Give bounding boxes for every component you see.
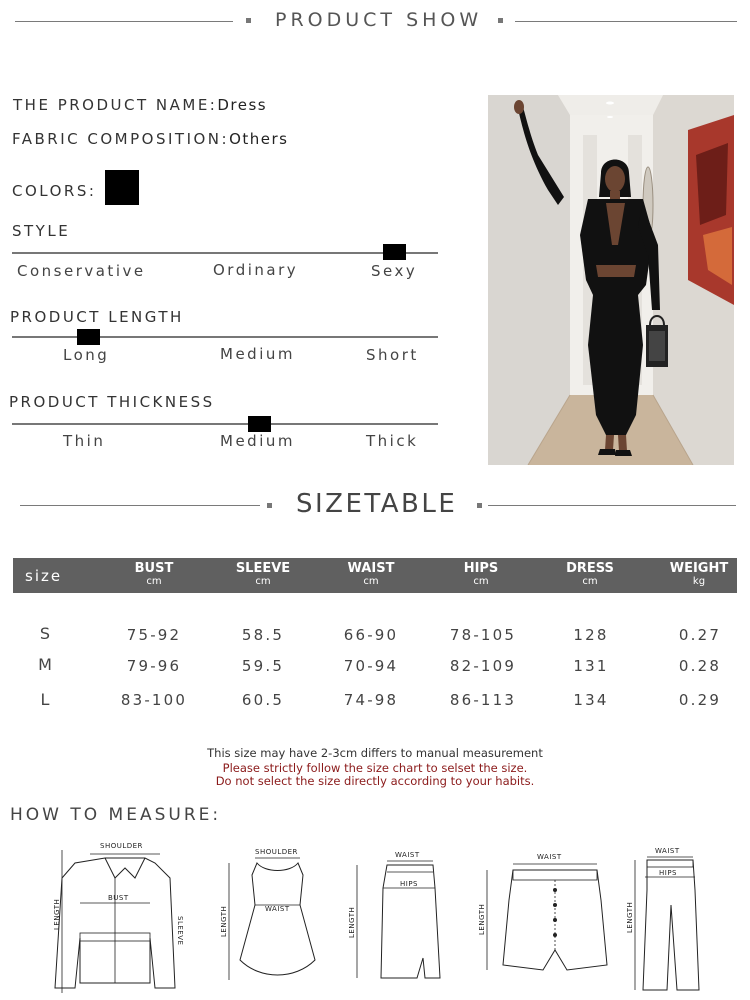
pants-waist-label: WAIST bbox=[655, 847, 680, 855]
fabric-value: Others bbox=[229, 130, 289, 148]
thickness-option-medium: Medium bbox=[220, 432, 295, 450]
colors-label: COLORS: bbox=[12, 182, 97, 200]
bust-label: BUST bbox=[108, 894, 129, 902]
style-selected-marker bbox=[383, 244, 406, 260]
sleeve-header-label: SLEEVE bbox=[235, 561, 291, 576]
dress-header-label: DRESS bbox=[566, 561, 614, 576]
table-cell: 78-105 bbox=[449, 626, 517, 644]
bust-column-header bbox=[109, 562, 199, 587]
model-photo bbox=[488, 95, 734, 465]
table-cell: 83-100 bbox=[120, 691, 188, 709]
dress-shoulder-label: SHOULDER bbox=[255, 848, 298, 856]
waist-column-header bbox=[326, 562, 416, 587]
color-swatch-black[interactable] bbox=[105, 170, 139, 205]
waist-header-label: WAIST bbox=[347, 561, 395, 576]
shorts-measure-diagram bbox=[475, 850, 615, 985]
thickness-option-thin: Thin bbox=[63, 432, 106, 450]
table-cell: 60.5 bbox=[241, 691, 285, 709]
style-option-conservative: Conservative bbox=[17, 262, 146, 280]
shoulder-label: SHOULDER bbox=[100, 842, 143, 850]
shorts-waist-label: WAIST bbox=[537, 853, 562, 861]
table-cell: 74-98 bbox=[343, 691, 399, 709]
style-title: STYLE bbox=[12, 222, 71, 240]
sleeve-label: SLEEVE bbox=[176, 916, 184, 946]
length-scale-line bbox=[12, 336, 438, 338]
sleeve-header-unit: cm bbox=[255, 576, 271, 587]
table-cell: 59.5 bbox=[241, 657, 285, 675]
model-photo-illustration bbox=[488, 95, 734, 465]
pants-hips-label: HIPS bbox=[659, 869, 677, 877]
table-cell: 70-94 bbox=[343, 657, 399, 675]
bust-header-unit: cm bbox=[146, 576, 162, 587]
header-rule-left bbox=[15, 21, 233, 22]
length-option-long: Long bbox=[63, 346, 110, 364]
table-cell: 86-113 bbox=[449, 691, 517, 709]
table-cell: 75-92 bbox=[126, 626, 182, 644]
dress-length-label: LENGTH bbox=[220, 905, 228, 937]
product-name-label: THE PRODUCT NAME: bbox=[13, 96, 218, 114]
style-option-sexy: Sexy bbox=[371, 262, 418, 280]
header-rule-right bbox=[515, 21, 737, 22]
size-m: M bbox=[38, 655, 52, 674]
table-cell: 128 bbox=[573, 626, 609, 644]
size-s: S bbox=[39, 624, 51, 643]
thickness-selected-marker bbox=[248, 416, 271, 432]
dress-header-unit: cm bbox=[582, 576, 598, 587]
pants-measure-diagram bbox=[625, 845, 715, 995]
bust-header-label: BUST bbox=[134, 561, 174, 576]
measurement-note: This size may have 2-3cm differs to manual measurement bbox=[207, 746, 543, 760]
pants-length-label: LENGTH bbox=[626, 901, 634, 933]
skirt-hips-label: HIPS bbox=[400, 880, 418, 888]
product-name-value: Dress bbox=[217, 96, 268, 114]
table-cell: 0.27 bbox=[678, 626, 722, 644]
table-cell: 79-96 bbox=[126, 657, 182, 675]
length-option-medium: Medium bbox=[220, 345, 295, 363]
length-selected-marker bbox=[77, 329, 100, 345]
sizetable-rule-right bbox=[488, 505, 736, 506]
dress-measure-diagram bbox=[215, 845, 330, 995]
skirt-waist-label: WAIST bbox=[395, 851, 420, 859]
style-scale-line bbox=[12, 252, 438, 254]
length-option-short: Short bbox=[366, 346, 419, 364]
thickness-scale-line bbox=[12, 423, 438, 425]
header-dot-left bbox=[246, 18, 251, 23]
sizetable-rule-left bbox=[20, 505, 260, 506]
table-cell: 82-109 bbox=[449, 657, 517, 675]
skirt-measure-diagram bbox=[345, 848, 455, 993]
length-title: PRODUCT LENGTH bbox=[10, 308, 184, 326]
how-to-measure-title: HOW TO MEASURE: bbox=[10, 805, 222, 825]
hips-header-label: HIPS bbox=[463, 561, 499, 576]
hips-column-header bbox=[436, 562, 526, 587]
sizetable-dot-right bbox=[477, 503, 482, 508]
product-show-title: PRODUCT SHOW bbox=[275, 9, 483, 31]
table-cell: 0.28 bbox=[678, 657, 722, 675]
size-warning-2: Do not select the size directly according to your habits. bbox=[215, 774, 535, 788]
header-dot-right bbox=[498, 18, 503, 23]
thickness-option-thick: Thick bbox=[366, 432, 419, 450]
dress-column-header bbox=[545, 562, 635, 587]
style-option-ordinary: Ordinary bbox=[213, 261, 299, 279]
size-table-header bbox=[13, 558, 737, 593]
thickness-title: PRODUCT THICKNESS bbox=[9, 393, 215, 411]
dress-waist-label: WAIST bbox=[265, 905, 290, 913]
weight-header-label: WEIGHT bbox=[669, 561, 729, 576]
sizetable-title: SIZETABLE bbox=[296, 489, 458, 519]
fabric-row bbox=[12, 130, 288, 148]
sizetable-dot-left bbox=[267, 503, 272, 508]
shorts-length-label: LENGTH bbox=[478, 903, 486, 935]
weight-header-unit: kg bbox=[692, 576, 706, 587]
jacket-measure-diagram bbox=[50, 838, 200, 998]
length-label: LENGTH bbox=[53, 898, 61, 930]
table-cell: 58.5 bbox=[241, 626, 285, 644]
size-l: L bbox=[40, 690, 50, 709]
table-cell: 134 bbox=[573, 691, 609, 709]
sleeve-column-header bbox=[218, 562, 308, 587]
table-cell: 0.29 bbox=[678, 691, 722, 709]
fabric-label: FABRIC COMPOSITION: bbox=[12, 130, 230, 148]
table-cell: 66-90 bbox=[343, 626, 399, 644]
waist-header-unit: cm bbox=[363, 576, 379, 587]
weight-column-header bbox=[654, 562, 744, 587]
size-warning-1: Please strictly follow the size chart to selset the size. bbox=[222, 761, 528, 775]
hips-header-unit: cm bbox=[473, 576, 489, 587]
product-name-row bbox=[13, 96, 267, 114]
size-column-header: size bbox=[25, 567, 63, 585]
table-cell: 131 bbox=[573, 657, 609, 675]
skirt-length-label: LENGTH bbox=[348, 906, 356, 938]
